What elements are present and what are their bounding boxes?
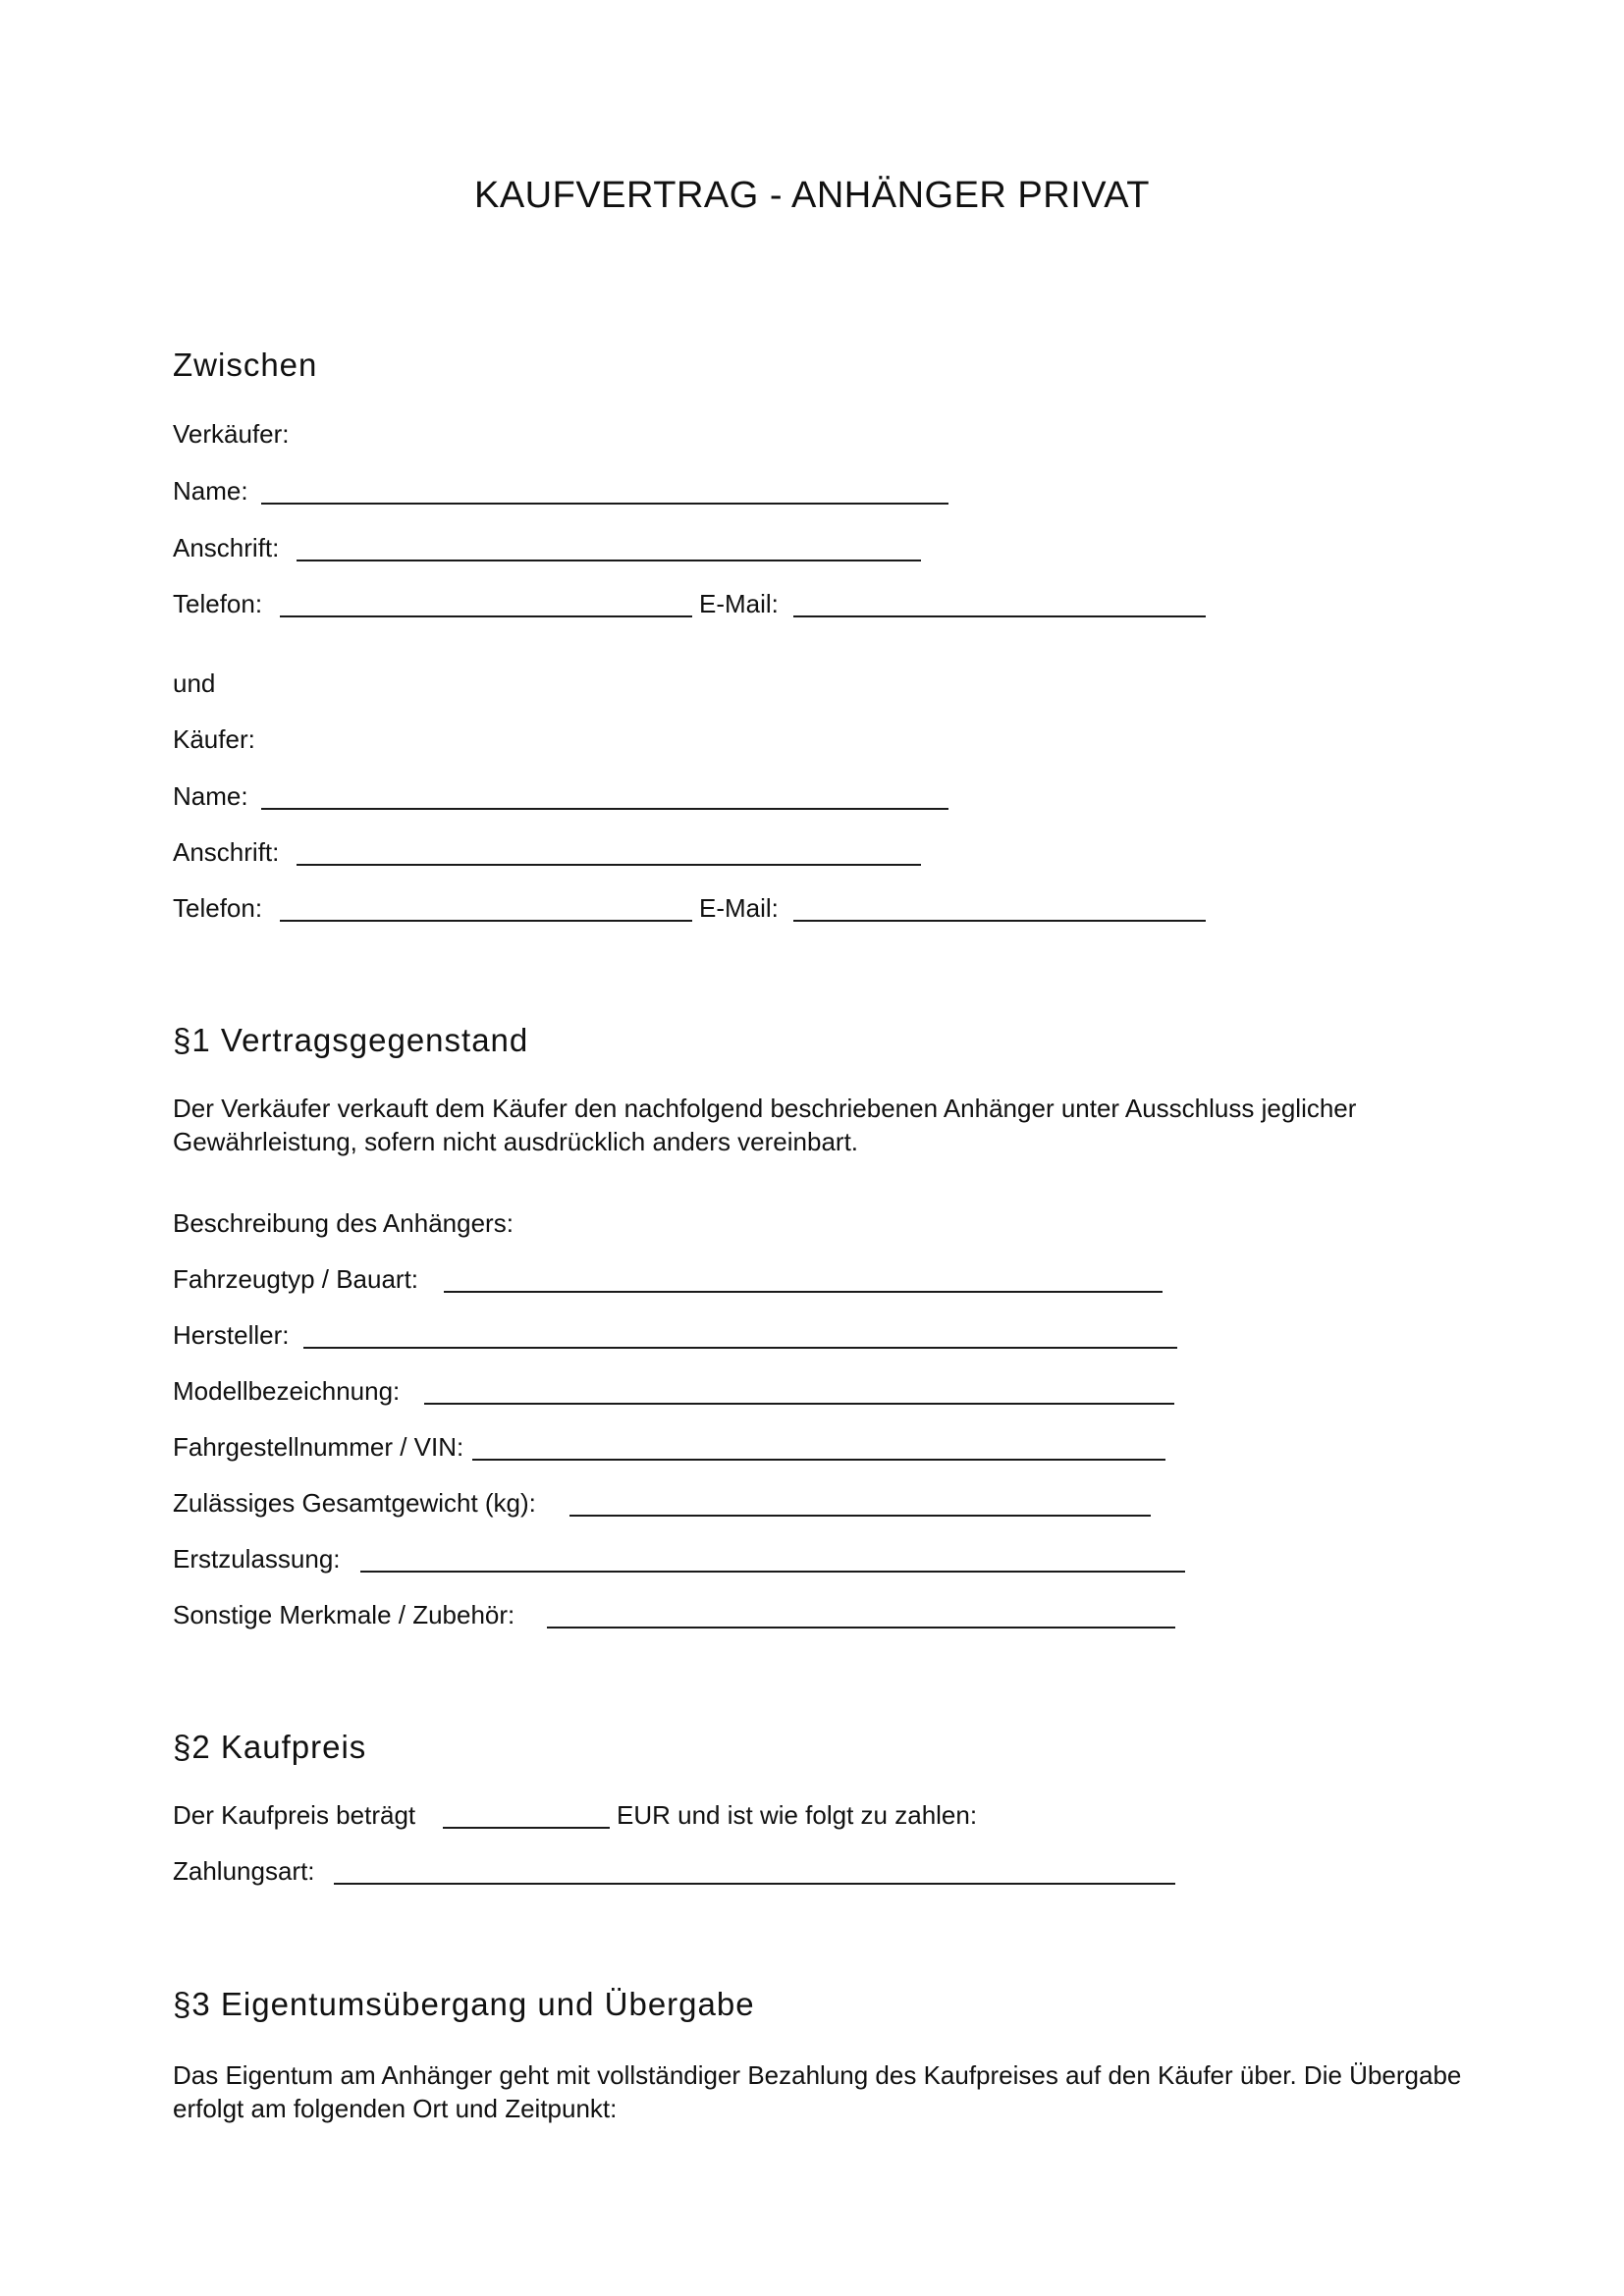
section1-heading: §1 Vertragsgegenstand (173, 1022, 529, 1058)
buyer-address-label: Anschrift: (173, 837, 280, 867)
vin-label: Fahrgestellnummer / VIN: (173, 1432, 464, 1462)
payment-field[interactable] (334, 1883, 1175, 1885)
seller-email-label: E-Mail: (699, 589, 779, 618)
buyer-phone-field[interactable] (280, 920, 692, 922)
buyer-phone-label: Telefon: (173, 893, 263, 923)
price-field[interactable] (443, 1827, 610, 1829)
seller-name-label: Name: (173, 476, 248, 506)
buyer-email-label: E-Mail: (699, 893, 779, 923)
section2-heading: §2 Kaufpreis (173, 1729, 367, 1765)
weight-label: Zulässiges Gesamtgewicht (kg): (173, 1488, 536, 1518)
type-field[interactable] (444, 1291, 1163, 1293)
registration-field[interactable] (360, 1571, 1185, 1573)
model-label: Modellbezeichnung: (173, 1376, 401, 1406)
buyer-address-field[interactable] (297, 864, 921, 866)
section1-text: Der Verkäufer verkauft dem Käufer den nachfolgend beschriebenen Anhänger unter Ausschluss jeglicher Gewährleistung, sofern nicht ausdrücklich anders vereinbart. (173, 1094, 1357, 1156)
document-title: KAUFVERTRAG - ANHÄNGER PRIVAT (473, 175, 1151, 216)
seller-address-field[interactable] (297, 560, 921, 561)
buyer-name-label: Name: (173, 781, 248, 811)
parties-heading: Zwischen (173, 347, 318, 383)
other-features-field[interactable] (547, 1627, 1175, 1629)
manufacturer-label: Hersteller: (173, 1320, 290, 1350)
seller-label: Verkäufer: (173, 419, 290, 449)
seller-phone-field[interactable] (280, 615, 692, 617)
section3-heading: §3 Eigentumsübergang und Übergabe (173, 1986, 755, 2022)
connector-und: und (173, 668, 216, 698)
section3-text: Das Eigentum am Anhänger geht mit vollständiger Bezahlung des Kaufpreises auf den Käufer über. Die Übergabe erfolgt am folgenden Ort und Zeitpunkt: (173, 2060, 1462, 2123)
other-features-label: Sonstige Merkmale / Zubehör: (173, 1600, 515, 1629)
seller-email-field[interactable] (793, 615, 1206, 617)
vin-field[interactable] (472, 1459, 1165, 1461)
seller-phone-label: Telefon: (173, 589, 263, 618)
model-field[interactable] (424, 1403, 1174, 1405)
type-label: Fahrzeugtyp / Bauart: (173, 1264, 419, 1294)
price-suffix: EUR und ist wie folgt zu zahlen: (617, 1800, 978, 1830)
seller-name-field[interactable] (261, 503, 948, 505)
registration-label: Erstzulassung: (173, 1544, 341, 1574)
manufacturer-field[interactable] (303, 1347, 1177, 1349)
buyer-label: Käufer: (173, 724, 255, 754)
description-label: Beschreibung des Anhängers: (173, 1208, 514, 1238)
payment-label: Zahlungsart: (173, 1856, 315, 1886)
weight-field[interactable] (569, 1515, 1151, 1517)
buyer-name-field[interactable] (261, 808, 948, 810)
buyer-email-field[interactable] (793, 920, 1206, 922)
seller-address-label: Anschrift: (173, 533, 280, 562)
price-prefix: Der Kaufpreis beträgt (173, 1800, 416, 1830)
